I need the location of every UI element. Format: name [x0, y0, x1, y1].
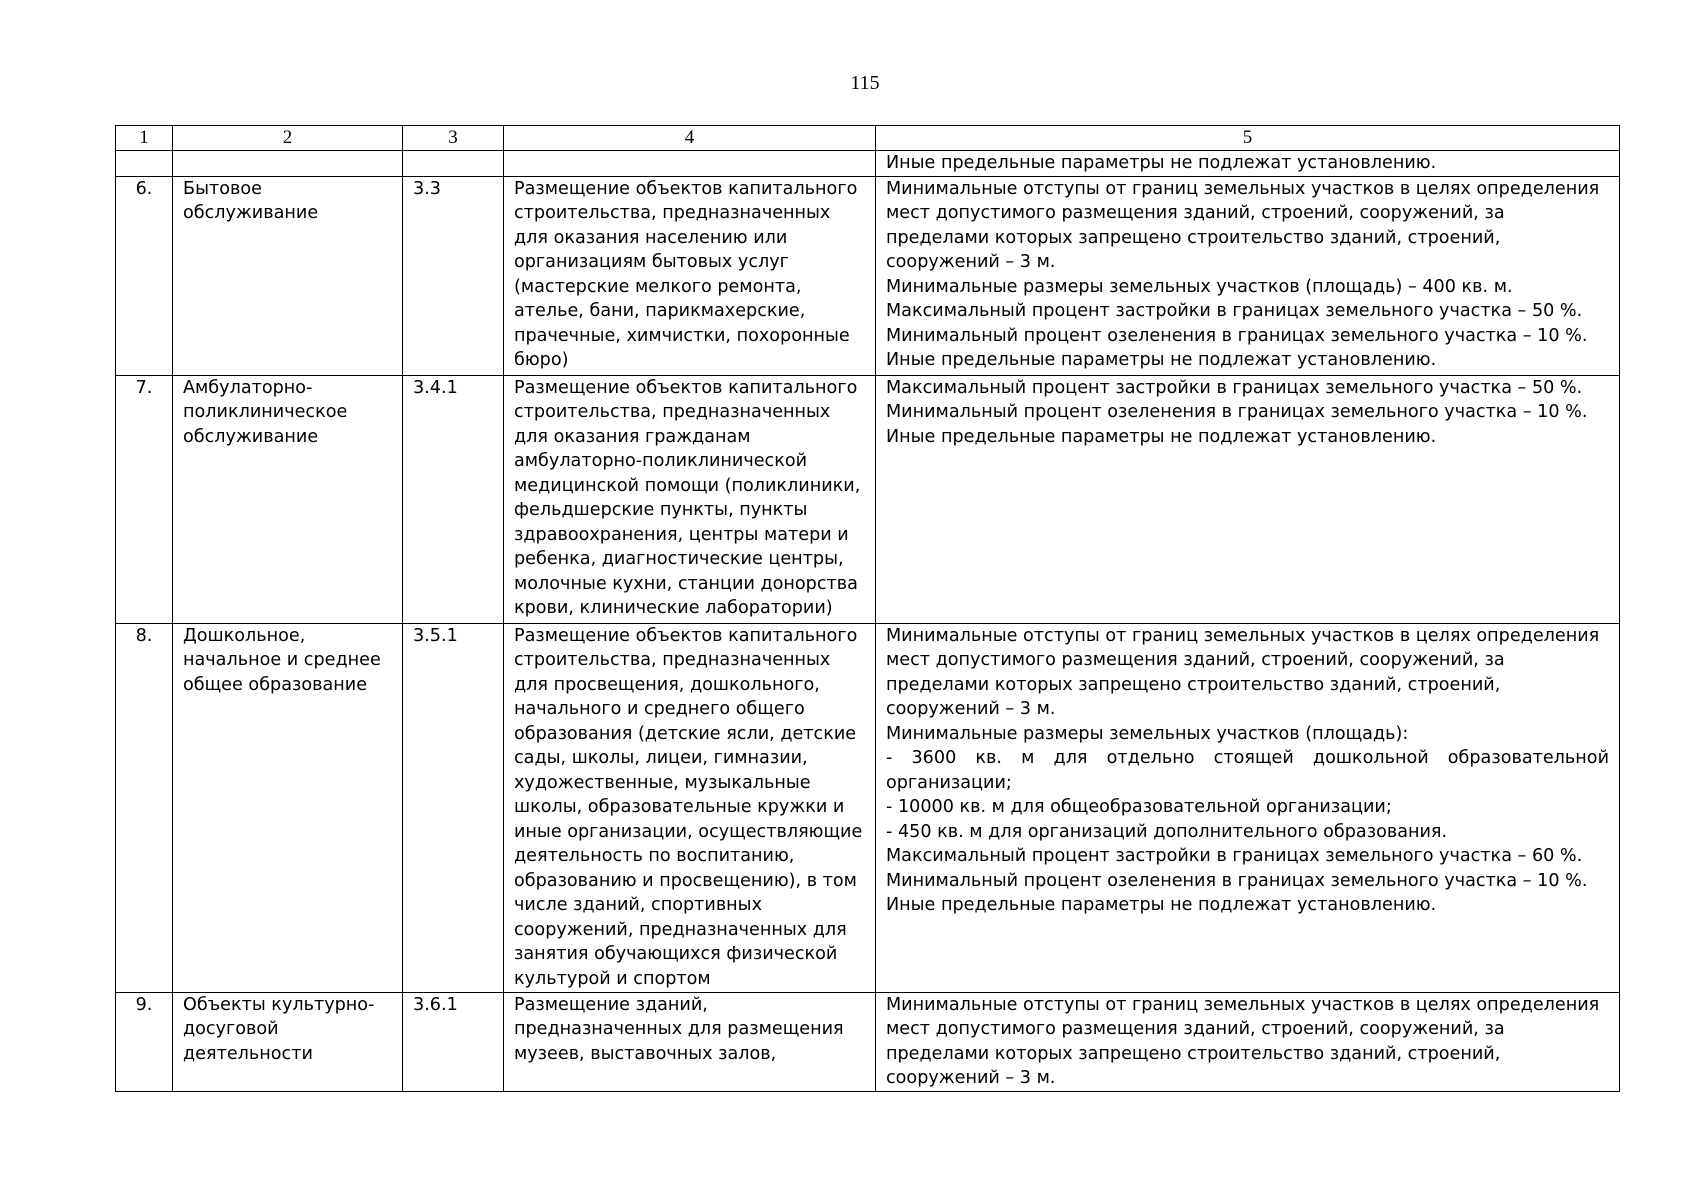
parameter-line: Минимальные отступы от границ земельных участков в целях определения мест допустимого размещения зданий, строений, сооружений, за пределами которых запрещено строительство зданий, строений, сооружений – 3 м.	[886, 178, 1600, 272]
land-use-description-cell	[504, 151, 876, 177]
table-header-row	[116, 126, 1620, 151]
land-use-code-cell	[403, 151, 504, 177]
land-use-name-cell: Дошкольное, начальное и среднее общее образование	[173, 623, 403, 992]
parameter-line: Минимальные отступы от границ земельных участков в целях определения мест допустимого размещения зданий, строений, сооружений, за пределами которых запрещено строительство зданий, строений, сооружений – 3 м.	[886, 625, 1600, 719]
parameters-cell	[876, 623, 1620, 992]
column-header-5: 5	[876, 126, 1620, 151]
land-use-code-cell: 3.5.1	[403, 623, 504, 992]
page-number: 115	[850, 72, 880, 94]
parameter-line: Иные предельные параметры не подлежат установлению.	[886, 153, 1437, 173]
parameter-line: Минимальные отступы от границ земельных участков в целях определения мест допустимого размещения зданий, строений, сооружений, за пределами которых запрещено строительство зданий, строений, сооружений – 3 м.	[886, 994, 1600, 1088]
land-use-name-cell	[173, 151, 403, 177]
land-use-name-cell: Объекты культурно-досуговой деятельности	[173, 992, 403, 1091]
land-use-code-cell: 3.4.1	[403, 375, 504, 623]
parameter-line: - 450 кв. м для организаций дополнительного образования.	[886, 821, 1448, 842]
land-use-description-cell: Размещение объектов капитального строительства, предназначенных для оказания гражданам амбулаторно-поликлинической медицинской помощи (поликлиники, фельдшерские пункты, пункты здравоохранения, центры матери и ребенка, диагностические центры, молочные кухни, станции донорства крови, клинические лаборатории)	[504, 375, 876, 623]
parameter-line: Максимальный процент застройки в границах земельного участка – 60 %.	[886, 846, 1583, 866]
column-header-2: 2	[173, 126, 403, 151]
parameter-line: Минимальный процент озеленения в границах земельного участка – 10 %.	[886, 325, 1588, 346]
row-number-cell: 9.	[116, 992, 173, 1091]
table-row-8	[116, 623, 1620, 992]
table-row-continuation	[116, 151, 1620, 177]
parameter-line: Иные предельные параметры не подлежат установлению.	[886, 350, 1437, 370]
land-use-code-cell: 3.3	[403, 176, 504, 375]
land-use-description-cell: Размещение зданий, предназначенных для размещения музеев, выставочных залов,	[504, 992, 876, 1091]
parameter-line: Минимальный процент озеленения в границах земельного участка – 10 %.	[886, 402, 1588, 422]
land-use-name-cell: Амбулаторно-поликлиническое обслуживание	[173, 375, 403, 623]
land-use-regulations-table	[115, 125, 1620, 1092]
parameters-cell	[876, 151, 1620, 177]
row-number-cell	[116, 151, 173, 177]
row-number-cell: 7.	[116, 375, 173, 623]
land-use-code-cell: 3.6.1	[403, 992, 504, 1091]
parameter-line: Максимальный процент застройки в границах земельного участка – 50 %.	[886, 377, 1583, 398]
parameters-cell	[876, 176, 1620, 375]
row-number-cell: 6.	[116, 176, 173, 375]
parameters-cell	[876, 375, 1620, 623]
parameter-line: Иные предельные параметры не подлежат установлению.	[886, 895, 1437, 915]
parameter-line: Минимальные размеры земельных участков (площадь):	[886, 723, 1409, 744]
parameter-line: Минимальные размеры земельных участков (площадь) – 400 кв. м.	[886, 276, 1513, 297]
table-row-9	[116, 992, 1620, 1091]
column-header-3: 3	[403, 126, 504, 151]
table-row-7	[116, 375, 1620, 623]
parameter-line: Максимальный процент застройки в границах земельного участка – 50 %.	[886, 301, 1583, 321]
column-header-1: 1	[116, 126, 173, 151]
parameter-line: - 3600 кв. м для отдельно стоящей дошкольной образовательной организации;	[886, 748, 1609, 793]
land-use-description-cell: Размещение объектов капитального строительства, предназначенных для просвещения, дошкольного, начального и среднего общего образования (детские ясли, детские сады, школы, лицеи, гимназии, художественные, музыкальные школы, образовательные кружки и иные организации, осуществляющие деятельность по воспитанию, образованию и просвещению), в том числе зданий, спортивных сооружений, предназначенных для занятия обучающихся физической культурой и спортом	[504, 623, 876, 992]
land-use-description-cell: Размещение объектов капитального строительства, предназначенных для оказания населению или организациям бытовых услуг (мастерские мелкого ремонта, ателье, бани, парикмахерские, прачечные, химчистки, похоронные бюро)	[504, 176, 876, 375]
table-row-6	[116, 176, 1620, 375]
parameter-line: Минимальный процент озеленения в границах земельного участка – 10 %.	[886, 870, 1588, 891]
parameters-cell	[876, 992, 1620, 1091]
land-use-name-cell: Бытовое обслуживание	[173, 176, 403, 375]
column-header-4: 4	[504, 126, 876, 151]
parameter-line: Иные предельные параметры не подлежат установлению.	[886, 426, 1437, 447]
parameter-line: - 10000 кв. м для общеобразовательной организации;	[886, 797, 1392, 817]
row-number-cell: 8.	[116, 623, 173, 992]
